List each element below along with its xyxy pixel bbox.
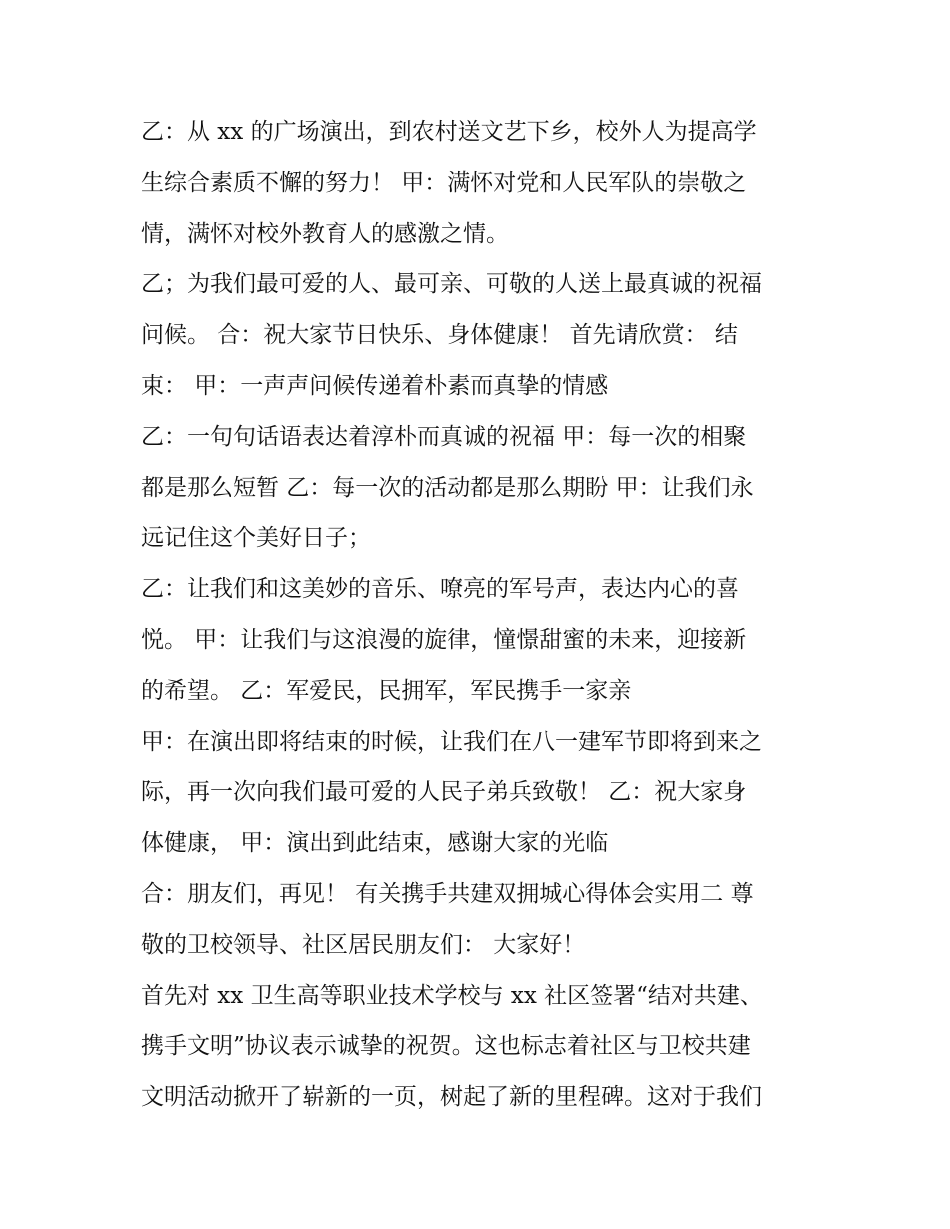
text-line: 敬的卫校领导、社区居民朋友们： 大家好！ [141, 931, 586, 958]
text-line: 乙：让我们和这美妙的音乐、嘹亮的军号声，表达内心的喜 [141, 576, 739, 603]
text-line: 乙：一句句话语表达着淳朴而真诚的祝福 甲：每一次的相聚 [141, 423, 747, 450]
text-line: 情，满怀对校外教育人的感激之情。 [141, 220, 509, 247]
text-line: 乙：从 xx 的广场演出，到农村送文艺下乡，校外人为提高学 [141, 119, 757, 145]
text-line: 的希望。 乙：军爱民，民拥军，军民携手一家亲 [141, 677, 632, 704]
text-line: 问候。 合：祝大家节日快乐、身体健康！ 首先请欣赏： 结 [141, 322, 738, 349]
text-line: 携手文明”协议表示诚挚的祝贺。这也标志着社区与卫校共建 [141, 1033, 751, 1060]
text-line: 甲：在演出即将结束的时候，让我们在八一建军节即将到来之 [141, 728, 762, 755]
text-line: 际，再一次向我们最可爱的人民子弟兵致敬！ 乙：祝大家身 [141, 779, 747, 806]
text-line: 首先对 xx 卫生高等职业技术学校与 xx 社区签署“结对共建、 [141, 982, 763, 1009]
text-line: 合：朋友们，再见！ 有关携手共建双拥城心得体会实用二 尊 [141, 880, 754, 907]
text-line: 乙；为我们最可爱的人、最可亲、可敬的人送上最真诚的祝福 [141, 271, 762, 298]
text-line: 都是那么短暂 乙：每一次的活动都是那么期盼 甲：让我们永 [141, 474, 754, 501]
text-line: 体健康， 甲：演出到此结束，感谢大家的光临 [141, 830, 609, 857]
text-line: 生综合素质不懈的努力！ 甲：满怀对党和人民军队的崇敬之 [141, 169, 747, 196]
text-line: 束： 甲：一声声问候传递着朴素而真挚的情感 [141, 372, 609, 399]
text-line: 远记住这个美好日子； [141, 525, 371, 552]
text-line: 悦。 甲：让我们与这浪漫的旋律，憧憬甜蜜的未来，迎接新 [141, 626, 747, 653]
text-line: 文明活动掀开了崭新的一页，树起了新的里程碑。这对于我们 [141, 1084, 762, 1111]
document-body [141, 107, 821, 1123]
